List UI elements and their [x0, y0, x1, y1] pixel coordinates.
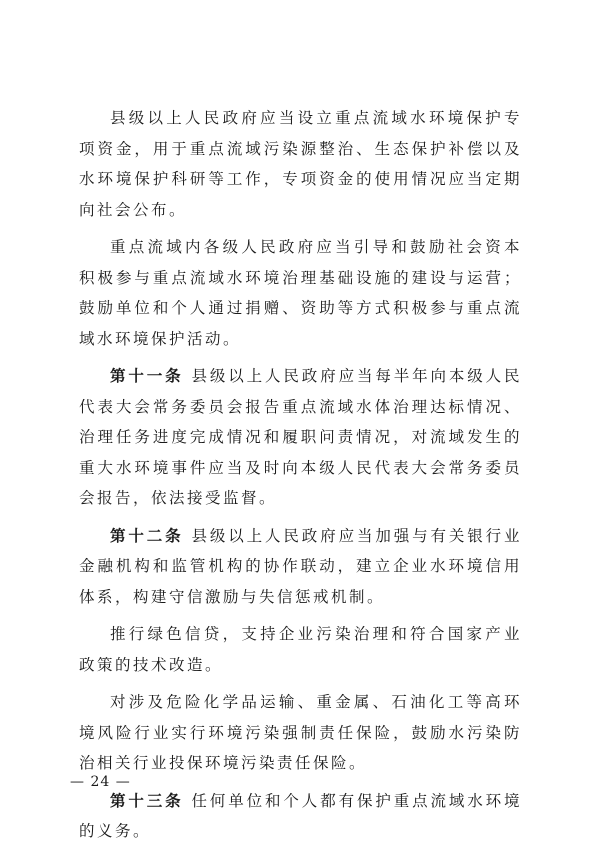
article-11: [79, 361, 522, 514]
paragraph-insurance-text: 对涉及危险化学品运输、重金属、石油化工等高环境风险行业实行环境污染强制责任保险，鼓励水污染防治相关行业投保环境污染责任保险。: [79, 693, 522, 772]
article-11-heading: 第十一条: [110, 366, 184, 385]
paragraph-2: [79, 232, 522, 354]
paragraph-2-text: 重点流域内各级人民政府应当引导和鼓励社会资本积极参与重点流域水环境治理基础设施的建设与运营；鼓励单位和个人通过捐赠、资助等方式积极参与重点流域水环境保护活动。: [79, 238, 522, 348]
article-12-heading: 第十二条: [110, 525, 184, 545]
paragraph-insurance: [79, 687, 522, 779]
paragraph-green-credit: [79, 619, 522, 680]
article-11-text: 县级以上人民政府应当每半年向本级人民代表大会常务委员会报告重点流域水体治理达标情况、治理任务进度完成情况和履职问责情况，对流域发生的重大水环境事件应当及时向本级人民代表大会常务委员会报告，依法接受监督。: [79, 367, 522, 507]
article-12: [79, 521, 522, 613]
paragraph-1: [79, 103, 522, 225]
article-13: [79, 786, 522, 847]
page-number: — 24 —: [70, 774, 131, 790]
article-13-heading: 第十三条: [110, 790, 184, 810]
paragraph-1-text: 县级以上人民政府应当设立重点流域水环境保护专项资金，用于重点流域污染源整治、生态保护补偿以及水环境保护科研等工作，专项资金的使用情况应当定期向社会公布。: [79, 109, 522, 219]
article-12-text: 县级以上人民政府应当加强与有关银行业金融机构和监管机构的协作联动，建立企业水环境信用体系，构建守信激励与失信惩戒机制。: [79, 526, 522, 606]
paragraph-green-credit-text: 推行绿色信贷，支持企业污染治理和符合国家产业政策的技术改造。: [79, 625, 522, 674]
article-13-text: 任何单位和个人都有保护重点流域水环境的义务。: [79, 791, 522, 840]
document-body: [79, 103, 522, 854]
